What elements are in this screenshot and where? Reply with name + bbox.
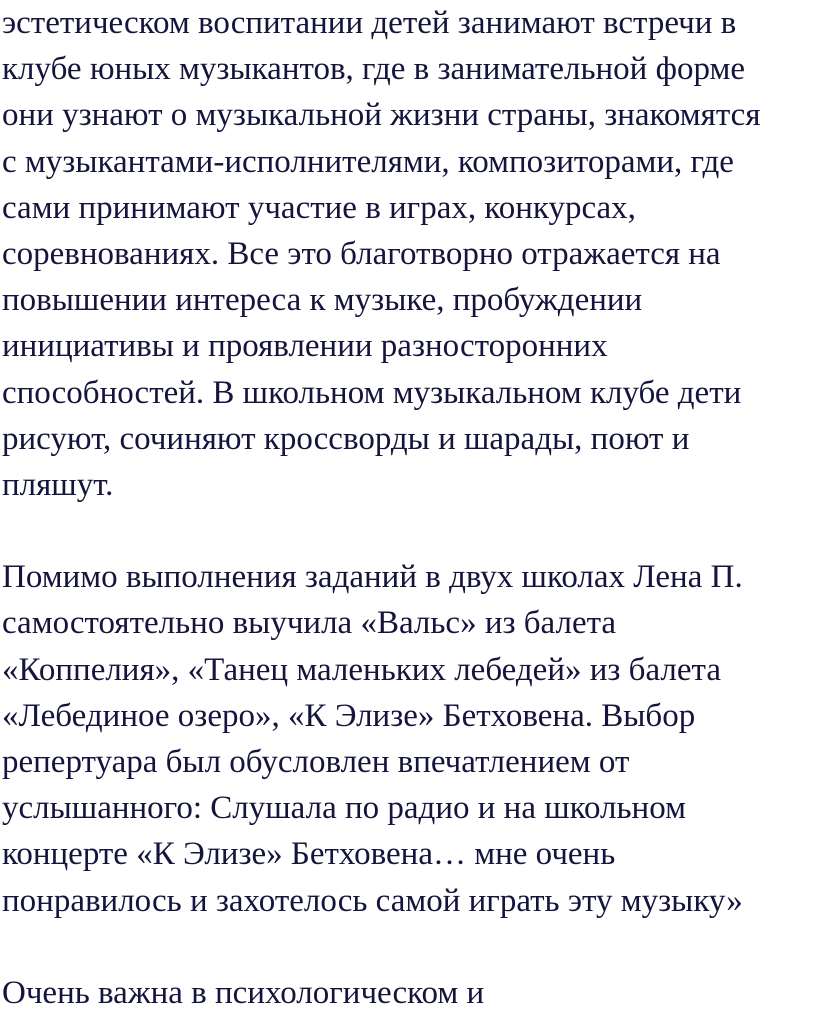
text-line: понравилось и захотелось самой играть эту музыку» (2, 882, 743, 919)
text-line: с музыкантами-исполнителями, композиторами, где (2, 143, 734, 180)
paragraph-spacer (2, 508, 814, 554)
text-line: концерте «К Элизе» Бетховена… мне очень (2, 836, 616, 873)
text-line: способностей. В школьном музыкальном клубе дети (2, 374, 742, 411)
text-line: пляшут. (2, 466, 114, 503)
text-line: они узнают о музыкальной жизни страны, знакомятся (2, 97, 761, 134)
text-line: сами принимают участие в играх, конкурсах, (2, 189, 636, 226)
text-line: услышанного: Слушала по радио и на школьном (2, 790, 686, 827)
text-line: клубе юных музыкантов, где в занимательной форме (2, 51, 745, 88)
text-line: рисуют, сочиняют кроссворды и шарады, поют и (2, 420, 690, 457)
paragraph-spacer (2, 924, 814, 970)
paragraph-1 (2, 0, 814, 508)
text-line: репертуара был обусловлен впечатлением от (2, 744, 630, 780)
text-line: эстетическом воспитании детей занимают встречи в (2, 5, 737, 41)
text-line: соревнованиях. Все это благотворно отражается на (2, 235, 721, 272)
text-line: Помимо выполнения заданий в двух школах Лена П. (2, 559, 743, 596)
document-page (2, 0, 814, 1016)
paragraph-3 (2, 970, 814, 1016)
text-line: «Лебединое озеро», «К Элизе» Бетховена. Выбор (2, 697, 696, 734)
text-line: инициативы и проявлении разносторонних (2, 328, 608, 365)
text-line: самостоятельно выучила «Вальс» из балета (2, 605, 617, 642)
paragraph-2 (2, 554, 814, 924)
text-line: Очень важна в психологическом и (2, 974, 485, 1011)
text-line: «Коппелия», «Танец маленьких лебедей» из балета (2, 651, 721, 688)
text-line: повышении интереса к музыке, пробуждении (2, 282, 643, 319)
